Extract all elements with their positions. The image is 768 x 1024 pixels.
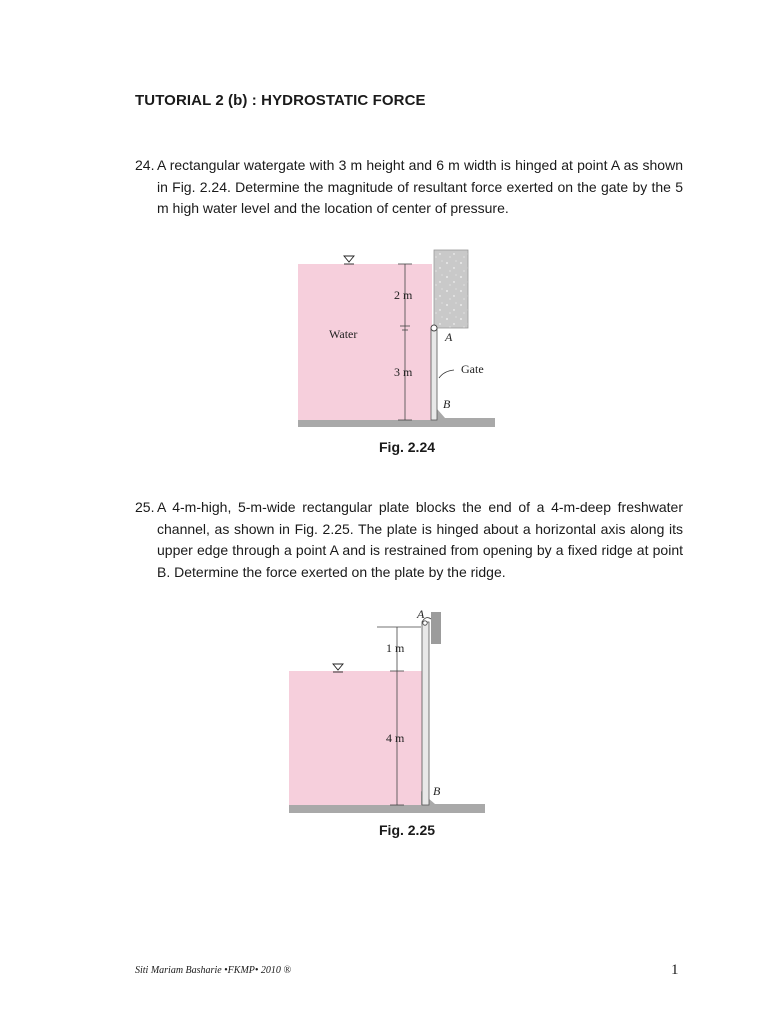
ridge-label: B [433, 784, 441, 798]
hinge-label: A [445, 330, 453, 344]
figure-caption: Fig. 2.24 [379, 439, 436, 455]
problem-24 [135, 155, 683, 220]
concrete-wall [434, 250, 468, 328]
ridge-label: B [443, 397, 451, 411]
gate-label: Gate [461, 362, 484, 376]
hinge-label: A [417, 607, 425, 621]
hinge-a [423, 621, 427, 625]
gate [431, 328, 437, 420]
hinge-a [431, 325, 437, 331]
support-block [431, 612, 441, 644]
problem-number: 25. [135, 499, 155, 515]
figure-caption: Fig. 2.25 [379, 822, 436, 838]
free-surface-icon [344, 256, 354, 264]
figure-2-25 [285, 605, 495, 820]
problem-text: A 4-m-high, 5-m-wide rectangular plate blocks the end of a 4-m-deep freshwater channel, as shown in Fig. 2.25. The plate is hinged about a horizontal axis along its upper edge through a point A and is restrained from opening by a fixed ridge at point B. Determine the force exerted on the plate by the ridge. [157, 499, 683, 580]
dimension-lower: 4 m [386, 731, 405, 745]
free-surface-icon [333, 664, 343, 672]
page-title: TUTORIAL 2 (b) : HYDROSTATIC FORCE [135, 92, 426, 109]
gate-leader-line [439, 370, 454, 378]
problem-number: 24. [135, 157, 155, 173]
problem-25 [135, 497, 683, 583]
dimension-upper: 1 m [386, 641, 405, 655]
footer-credit: Siti Mariam Basharie •FKMP• 2010 ® [135, 965, 291, 976]
water-label: Water [329, 327, 358, 341]
problem-text: A rectangular watergate with 3 m height and 6 m width is hinged at point A as shown in Fig. 2.24. Determine the magnitude of resultant force exerted on the gate by the 5 m high water level and the location of center of pressure. [157, 157, 683, 216]
page-number: 1 [671, 962, 679, 978]
dimension-lower: 3 m [394, 365, 413, 379]
figure-2-24 [290, 245, 500, 435]
dimension-upper: 2 m [394, 288, 413, 302]
plate [422, 622, 429, 805]
